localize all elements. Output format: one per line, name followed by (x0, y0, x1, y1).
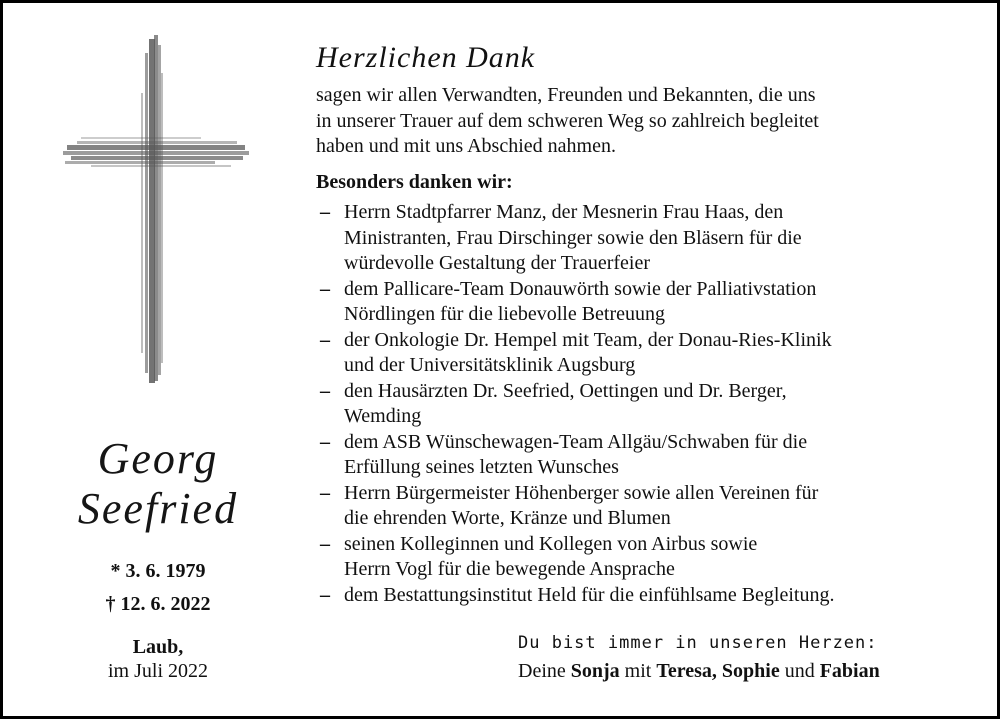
thanks-list (316, 200, 986, 608)
list-item-line: die ehrenden Worte, Kränze und Blumen (344, 507, 671, 529)
dash-icon: – (320, 583, 330, 606)
list-item (316, 481, 986, 532)
list-item-line: Wemding (344, 405, 422, 427)
list-item-line: Ministranten, Frau Dirschinger sowie den Bläsern für die (344, 226, 802, 249)
list-item-line: würdevolle Gestaltung der Trauerfeier (344, 252, 651, 274)
list-item (316, 379, 986, 430)
list-item-line: seinen Kolleginnen und Kollegen von Airbus sowie (344, 532, 758, 555)
intro-line: haben und mit uns Abschied nahmen. (316, 135, 616, 157)
intro-line: in unserer Trauer auf dem schweren Weg so zahlreich begleitet (316, 109, 819, 132)
signature-name: Sophie (721, 660, 780, 682)
list-item-line: Herrn Stadtpfarrer Manz, der Mesnerin Frau Haas, den (344, 201, 784, 223)
closing-line: Du bist immer in unseren Herzen: (518, 633, 878, 653)
place: Laub, (132, 636, 184, 658)
dash-icon: – (320, 532, 330, 555)
list-item (316, 430, 986, 481)
dash-icon: – (320, 481, 330, 504)
list-item (316, 583, 986, 609)
deceased-last-name: Seefried (77, 484, 239, 533)
cross-icon (61, 33, 251, 388)
list-item-line: dem Pallicare-Team Donauwörth sowie der Palliativstation (344, 277, 817, 300)
list-item (316, 532, 986, 583)
thanks-heading: Besonders danken wir: (316, 171, 513, 193)
signature-name: Teresa, (656, 660, 717, 682)
signature-name: Fabian (819, 660, 880, 682)
signature-name: Sonja (570, 660, 620, 682)
list-item-line: den Hausärzten Dr. Seefried, Oettingen und Dr. Berger, (344, 379, 787, 402)
list-item-line: Nördlingen für die liebevolle Betreuung (344, 303, 666, 325)
intro-line: sagen wir allen Verwandten, Freunden und Bekannten, die uns (316, 84, 816, 106)
list-item-line: und der Universitätsklinik Augsburg (344, 354, 636, 376)
dash-icon: – (320, 201, 330, 223)
dash-icon: – (320, 379, 330, 402)
list-item (316, 277, 986, 328)
list-item-line: der Onkologie Dr. Hempel mit Team, der Donau-Ries-Klinik (344, 328, 832, 351)
signature-prefix: Deine (518, 660, 566, 682)
dash-icon: – (320, 430, 330, 453)
birth-date: * 3. 6. 1979 (110, 560, 206, 582)
deceased-first-name: Georg (97, 434, 219, 483)
signature (518, 660, 880, 683)
dash-icon: – (320, 277, 330, 300)
signature-connector: mit (624, 660, 652, 682)
list-item-line: Erfüllung seines letzten Wunsches (344, 456, 619, 478)
dash-icon: – (320, 328, 330, 351)
heading: Herzlichen Dank (316, 41, 536, 74)
list-item-line: dem Bestattungsinstitut Held für die einfühlsame Begleitung. (344, 583, 835, 606)
intro-text (316, 83, 976, 160)
list-item-line: Herrn Vogl für die bewegende Ansprache (344, 558, 675, 580)
list-item-line: dem ASB Wünschewagen-Team Allgäu/Schwaben für die (344, 430, 808, 453)
list-item-line: Herrn Bürgermeister Höhenberger sowie allen Vereinen für (344, 481, 819, 504)
death-date: † 12. 6. 2022 (105, 593, 211, 615)
signature-connector: und (784, 660, 815, 682)
list-item (316, 200, 986, 277)
date-written: im Juli 2022 (107, 660, 208, 682)
list-item (316, 328, 986, 379)
